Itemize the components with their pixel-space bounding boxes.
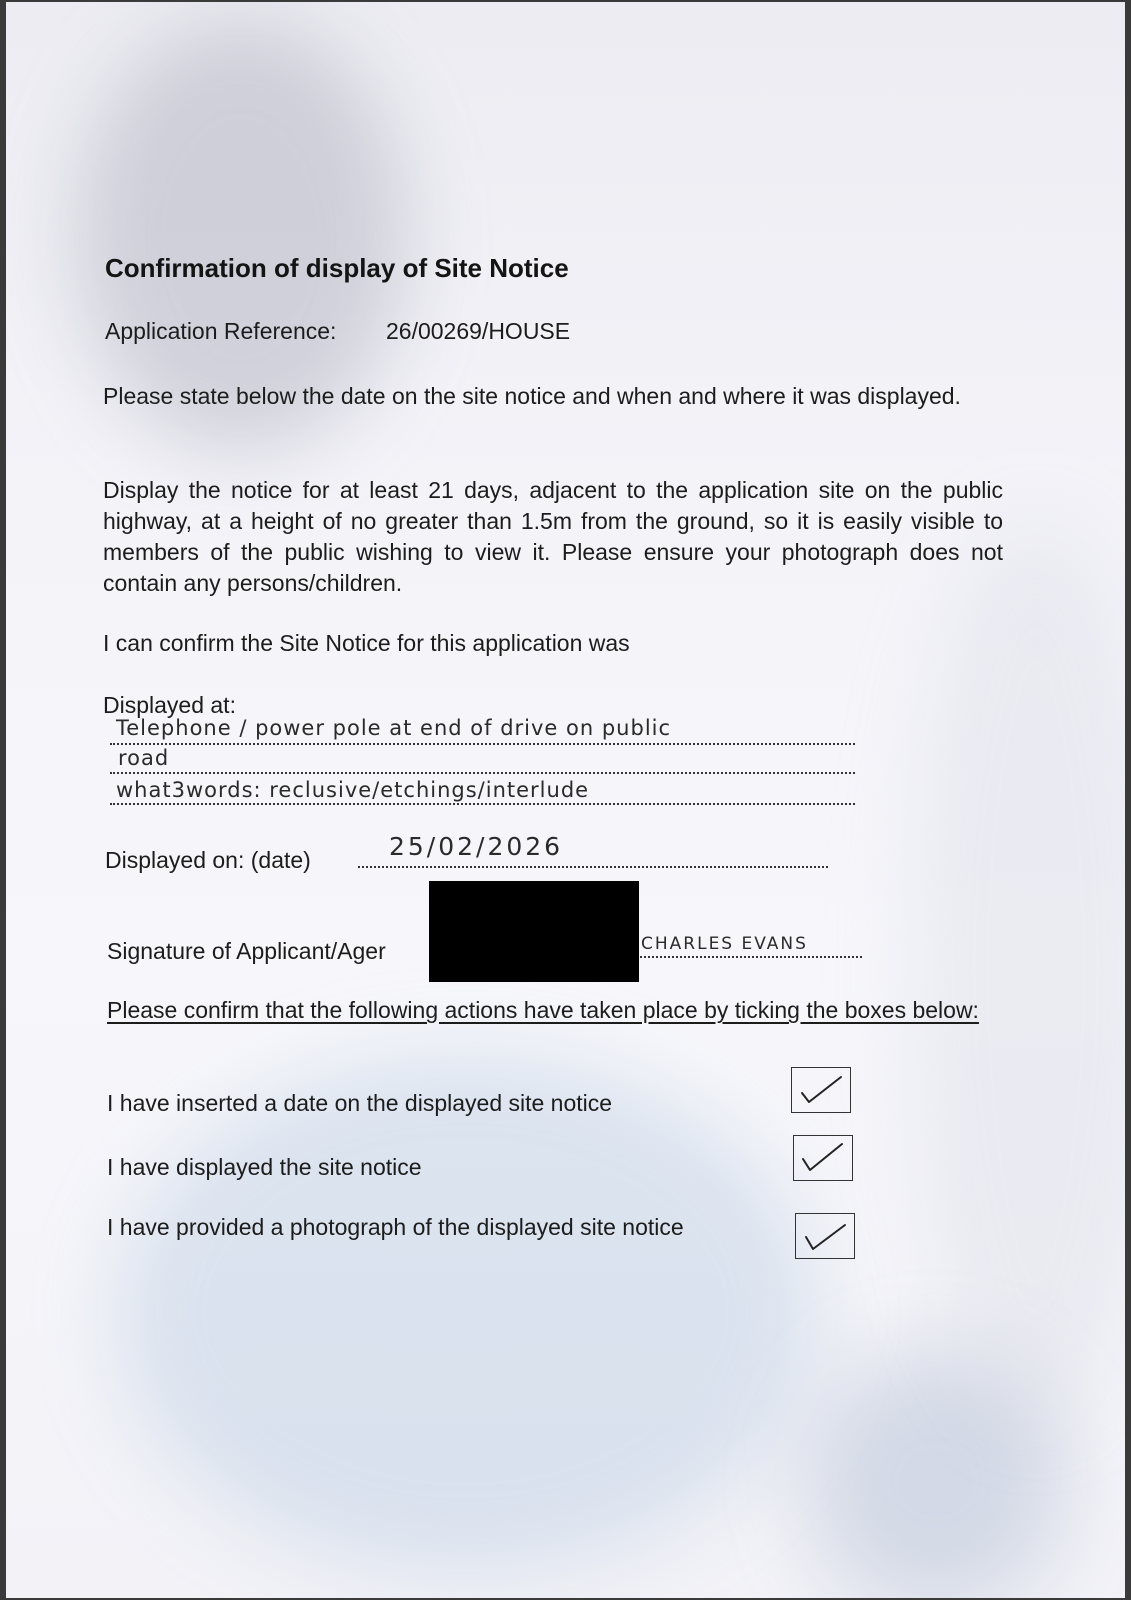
instruction-date-location: Please state below the date on the site notice and when and where it was displayed.: [103, 383, 961, 409]
checkbox-notice-displayed[interactable]: [793, 1135, 853, 1181]
check-icon: [798, 1139, 848, 1177]
displayed-at-label: Displayed at:: [103, 692, 236, 718]
form-title: Confirmation of display of Site Notice: [105, 253, 569, 283]
redaction-box: [429, 881, 639, 982]
shadow-overlay: [906, 522, 1125, 1422]
displayed-at-text-1: Telephone / power pole at end of drive on public: [116, 716, 672, 740]
application-reference-label: Application Reference:: [105, 318, 337, 344]
checklist-heading: Please confirm that the following actions have taken place by ticking the boxes below:: [107, 997, 979, 1023]
checkbox-date-inserted[interactable]: [791, 1067, 851, 1113]
check-icon: [800, 1217, 850, 1255]
displayed-on-label: Displayed on: (date): [105, 847, 311, 873]
checklist-item-photo-label: I have provided a photograph of the displayed site notice: [107, 1214, 684, 1240]
displayed-at-line-3: [110, 803, 855, 805]
signature-label: Signature of Applicant/Ager: [107, 938, 386, 964]
instruction-display-rules: Display the notice for at least 21 days, adjacent to the application site on the public highway, at a height of no greater than 1.5m from the ground, so it is easily visible to members of the public wishing to view it. Please ensure your photograph does not contain any persons/children.: [103, 477, 1003, 596]
checklist-item-date-label: I have inserted a date on the displayed site notice: [107, 1090, 613, 1116]
displayed-at-line-1: [110, 743, 855, 745]
confirm-statement: I can confirm the Site Notice for this application was: [103, 630, 630, 656]
displayed-on-value: 25/02/2026: [389, 832, 564, 861]
displayed-on-line: [358, 866, 828, 868]
shadow-overlay: [116, 1052, 816, 1572]
signature-name: CHARLES EVANS: [641, 934, 808, 954]
displayed-at-text-2: road: [118, 746, 170, 770]
application-reference-value: 26/00269/HOUSE: [386, 318, 571, 344]
checklist-item-displayed-label: I have displayed the site notice: [107, 1154, 422, 1180]
displayed-at-text-3: what3words: reclusive/etchings/interlude: [116, 778, 590, 802]
check-icon: [796, 1071, 846, 1109]
signature-line: [640, 956, 862, 958]
shadow-overlay: [806, 1352, 1066, 1598]
checkbox-photo-provided[interactable]: [795, 1213, 855, 1259]
displayed-at-line-2: [110, 772, 855, 774]
